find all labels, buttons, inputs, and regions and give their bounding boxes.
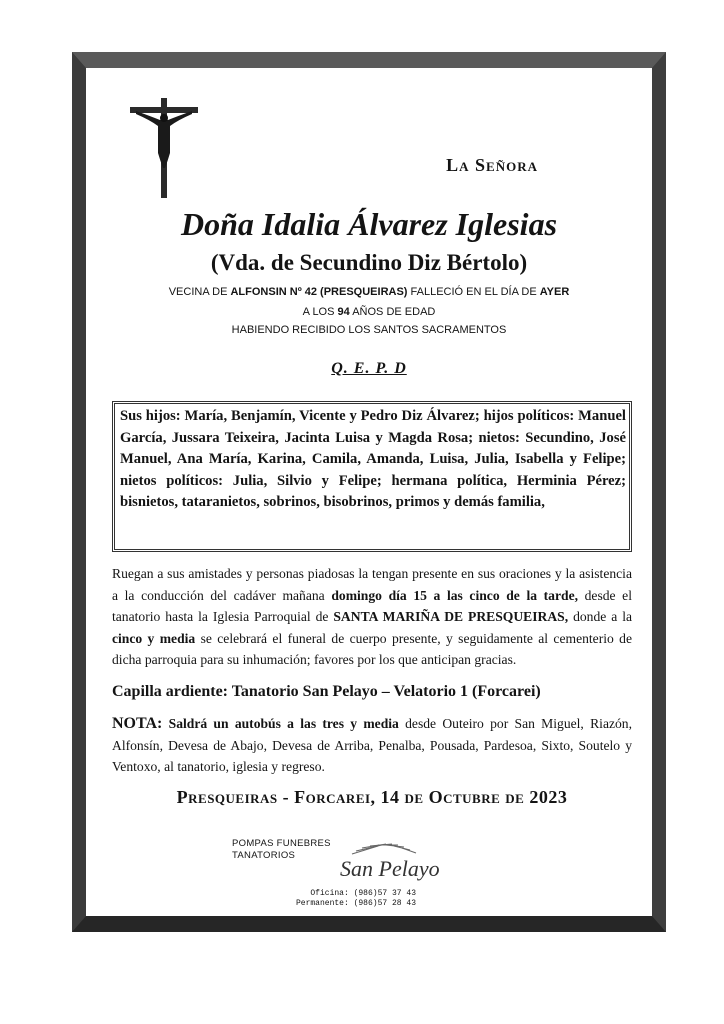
heading: La Señora: [446, 155, 538, 175]
widow-of: (Vda. de Secundino Diz Bértolo): [210, 250, 528, 275]
contact-info: Oficina: (986)57 37 43 Permanente: (986)57 28 43: [295, 889, 416, 908]
ceremony-text: Ruegan a sus amistades y personas piadosas la tengan presente en sus oraciones y la asistencia a la conducción del cadáver mañana domingo día 15 a las cinco de la tarde, desde el tanatorio hasta la Iglesia Parroquial de SANTA MARIÑA DE PRESQUEIRAS, donde a la cinco y media se celebrará el funeral de cuerpo presente, y seguidamente al cementerio de dicha parroquia para su inhumación; favores por los que anticipan gracias.: [112, 566, 633, 668]
family-box: [112, 401, 632, 552]
family-text: Sus hijos: María, Benjamín, Vicente y Pedro Diz Álvarez; hijos políticos: Manuel García, Jussara Teixeira, Jacinta Luisa y Magda Rosa; nietos: Secundino, José Manuel, Ana María, Karina, Camila, Amanda, Luisa, Julia, Isabella y Felipe; nietos políticos: Julia, Silvio y Felipe; hermana política, Herminia Pérez; bisnietos, tataranietos, sobrinos, bisobrinos, primos y demás familia,: [120, 408, 626, 510]
place-date: Presqueiras - Forcarei, 14 de Octubre de 2023: [176, 787, 568, 807]
bus-note: NOTA: Saldrá un autobús a las tres y media desde Outeiro por San Miguel, Riazón, Alfonsín, Devesa de Abajo, Devesa de Arriba, Penalba, Pousada, Pardesoa, Sixto, Soutelo y Ventoxo, al tanatorio, iglesia y regreso.: [112, 715, 633, 775]
company-logo-text: San Pelayo: [340, 856, 440, 881]
deceased-name: Doña Idalia Álvarez Iglesias: [180, 206, 558, 242]
qepd: Q. E. P. D: [331, 360, 407, 377]
age-line: A LOS 94 AÑOS DE EDAD: [302, 306, 436, 318]
chapel-line: Capilla ardiente: Tanatorio San Pelayo – Velatorio 1 (Forcarei): [112, 683, 541, 700]
company-name: POMPAS FUNEBRES TANATORIOS: [232, 838, 331, 861]
residence-line: VECINA DE ALFONSIN Nº 42 (PRESQUEIRAS) FALLECIÓ EN EL DÍA DE AYER: [168, 286, 570, 298]
sacraments-line: HABIENDO RECIBIDO LOS SANTOS SACRAMENTOS: [231, 324, 507, 336]
crucifix-icon: [130, 98, 200, 198]
